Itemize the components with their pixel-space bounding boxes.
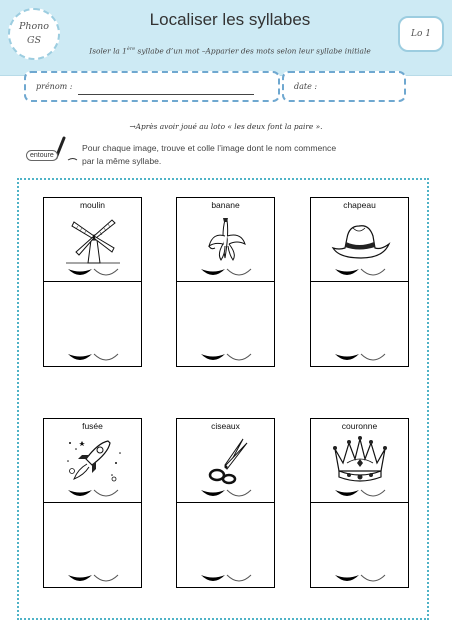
name-blank-line[interactable] xyxy=(78,80,254,95)
crown-icon xyxy=(329,435,391,485)
syllable-arcs-icon xyxy=(199,573,253,585)
syllable-arcs-icon xyxy=(333,573,387,585)
syllable-arcs-icon xyxy=(66,352,120,364)
card-word: chapeau xyxy=(343,200,376,210)
syllable-arcs-icon xyxy=(66,267,120,279)
name-field[interactable] xyxy=(24,71,280,102)
circle-stamp-label: entoure xyxy=(26,150,58,161)
instructions-text: Pour chaque image, trouve et colle l’image dont le nom commence par la même syllabe. xyxy=(82,143,337,166)
paste-cell[interactable] xyxy=(311,503,408,587)
picture-cell xyxy=(44,198,141,282)
word-card-moulin xyxy=(43,197,142,367)
syllable-arcs-icon xyxy=(199,352,253,364)
paste-cell[interactable] xyxy=(44,282,141,366)
card-word: moulin xyxy=(79,200,106,210)
date-label: date : xyxy=(294,82,318,91)
badge-level: GS xyxy=(26,35,42,46)
paste-cell[interactable] xyxy=(44,503,141,587)
page-subtitle: Isoler la 1ère syllabe d’un mot –Apparier des mots selon leur syllabe initiale xyxy=(89,46,371,56)
syllable-arcs-icon xyxy=(66,573,120,585)
syllable-arcs-icon xyxy=(66,488,120,500)
rocket-icon xyxy=(62,435,124,485)
level-badge xyxy=(8,8,60,60)
word-card-banane xyxy=(176,197,275,367)
card-word: fusée xyxy=(82,421,103,431)
syllable-arcs-icon xyxy=(199,267,253,279)
name-label: prénom : xyxy=(36,82,73,91)
word-card-couronne xyxy=(310,418,409,588)
card-word: ciseaux xyxy=(211,421,240,431)
word-card-fusee xyxy=(43,418,142,588)
picture-cell xyxy=(177,419,274,503)
syllable-arcs-icon xyxy=(333,352,387,364)
badge-subject: Phono xyxy=(18,21,50,32)
page-title: Localiser les syllabes xyxy=(149,10,311,29)
paste-cell[interactable] xyxy=(177,503,274,587)
word-card-chapeau xyxy=(310,197,409,367)
paste-cell[interactable] xyxy=(177,282,274,366)
lesson-code-badge: Lo 1 xyxy=(398,16,444,52)
picture-cell xyxy=(311,198,408,282)
picture-cell xyxy=(177,198,274,282)
word-card-ciseaux xyxy=(176,418,275,588)
paste-cell[interactable] xyxy=(311,282,408,366)
card-word: couronne xyxy=(341,421,378,431)
syllable-arcs-icon xyxy=(333,488,387,500)
picture-cell xyxy=(44,419,141,503)
banana-icon xyxy=(195,214,257,264)
instruction-stamp xyxy=(24,136,80,168)
header-banner xyxy=(0,0,452,76)
syllable-arcs-icon xyxy=(333,267,387,279)
card-word: banane xyxy=(211,200,240,210)
picture-cell xyxy=(311,419,408,503)
hat-icon xyxy=(329,214,391,264)
scissors-icon xyxy=(195,435,257,485)
intro-note: →Après avoir joué au loto « les deux font la paire ». xyxy=(129,122,323,131)
date-field[interactable] xyxy=(282,71,406,102)
syllable-arcs-icon xyxy=(199,488,253,500)
windmill-icon xyxy=(62,214,124,264)
